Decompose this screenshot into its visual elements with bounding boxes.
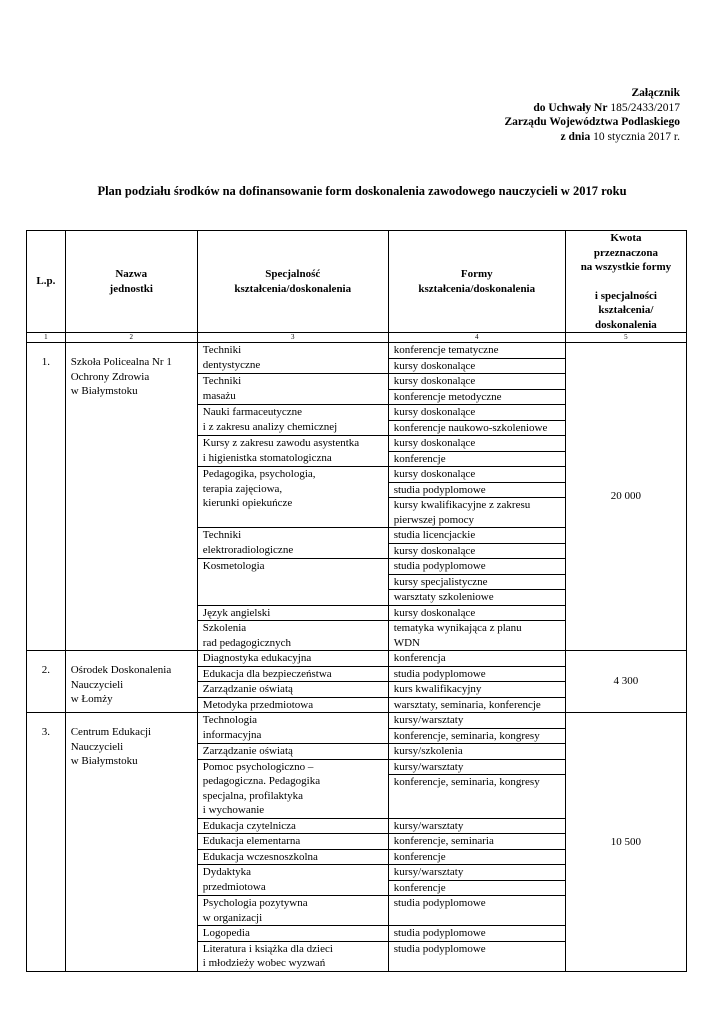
amount-cell: 20 000 [565,343,686,651]
forms-cell [388,849,565,865]
specialty-line: Edukacja wczesnoszkolna [202,850,318,863]
specialty-cell [197,528,388,559]
row-number: 2. [27,651,66,713]
specialty-line: Edukacja czytelnicza [202,819,296,832]
form-item: kursy doskonalące [393,606,476,619]
table-row [27,651,687,667]
resolution-date: 10 stycznia 2017 r. [590,130,680,143]
forms-cell [388,682,565,698]
specialty-cell [197,697,388,713]
unit-name-line: w Łomży [70,693,113,705]
column-number: 3 [197,333,388,343]
form-item: kursy doskonalące [389,374,565,390]
unit-name [65,713,197,972]
specialty-cell [197,744,388,760]
forms-cell [388,666,565,682]
specialty-line: terapia zajęciowa, [202,482,283,495]
col-header-spec [197,231,388,333]
forms-cell [388,405,565,436]
specialty-line: Zarządzanie oświatą [202,683,293,695]
form-item: kursy/warsztaty [389,865,565,881]
form-item: kursy kwalifikacyjne z zakresu pierwszej pomocy [393,499,531,526]
unit-name-line: Szkoła Policealna Nr 1 [70,356,172,368]
specialty-line: Edukacja elementarna [202,835,301,847]
specialty-cell [197,666,388,682]
column-number: 1 [27,333,66,343]
specialty-line: Nauki farmaceutyczne [202,406,303,418]
specialty-line: Psychologia pozytywna [202,897,308,909]
form-item: studia podyplomowe [389,559,565,575]
form-item: warsztaty szkoleniowe [393,591,494,603]
specialty-cell [197,926,388,942]
unit-name [65,343,197,651]
specialty-cell [197,405,388,436]
resolution-number: 185/2433/2017 [607,101,680,114]
form-item: studia podyplomowe [393,897,486,909]
specialty-line: przedmiotowa [202,880,266,893]
forms-cell [388,941,565,971]
table-header-row [27,231,687,333]
specialty-line: Logopedia [202,927,250,939]
table-row [27,343,687,374]
form-item: studia podyplomowe [389,483,565,499]
col-header-forms-line: Formy [460,268,493,280]
specialty-line: Diagnostyka edukacyjna [202,652,312,664]
form-item: konferencje, seminaria [393,835,494,847]
resolution-label: do Uchwały Nr [533,101,608,114]
specialty-cell [197,865,388,896]
specialty-line: Szkolenia [202,622,247,634]
table-body [27,343,687,972]
form-item: konferencje tematyczne [389,343,565,359]
col-header-lp: L.p. [27,231,66,333]
document-title: Plan podziału środków na dofinansowanie form doskonalenia zawodowego nauczycieli w 2017 roku [97,184,627,198]
specialty-cell [197,941,388,971]
forms-cell [388,651,565,667]
form-item: konferencje, seminaria, kongresy [393,776,540,788]
specialty-line: pedagogiczna. Pedagogika [202,775,321,787]
row-number: 3. [27,713,66,972]
form-item: kursy doskonalące [393,359,476,372]
forms-cell [388,713,565,744]
forms-cell [388,343,565,374]
specialty-cell [197,559,388,606]
col-header-amount-line: na wszystkie formy [580,261,672,273]
specialty-line: w organizacji [202,911,263,924]
form-item: konferencje [393,452,446,465]
col-header-amount-line: przeznaczona [593,246,658,259]
specialty-cell [197,621,388,651]
col-header-amount-line: kształcenia/ [598,304,654,316]
form-item: kursy specjalistyczne [389,575,565,591]
specialty-cell [197,605,388,621]
unit-name-line: Nauczycieli [70,740,124,753]
specialty-line: Techniki [202,375,242,387]
form-item: warsztaty, seminaria, konferencje [393,698,541,711]
attachment-label: Załącznik [631,87,680,99]
board-name: Zarządu Województwa Podlaskiego [504,116,680,128]
specialty-line: dentystyczne [202,358,261,371]
forms-cell [388,528,565,559]
specialty-line: Techniki [202,529,242,541]
form-item: kursy doskonalące [393,544,476,557]
table-row [27,713,687,744]
specialty-cell [197,374,388,405]
forms-cell [388,374,565,405]
col-header-name-line: jednostki [109,282,153,295]
specialty-line: i z zakresu analizy chemicznej [202,420,338,433]
specialty-line: Pomoc psychologiczno – [202,760,314,773]
col-header-name [65,231,197,333]
form-item: kurs kwalifikacyjny [393,683,482,695]
col-header-name-line: Nazwa [115,268,148,280]
specialty-line: i młodzieży wobec wyzwań [202,957,326,969]
col-header-forms [388,231,565,333]
form-item: konferencje naukowo-szkoleniowe [393,421,548,434]
date-label: z dnia [560,130,591,143]
specialty-cell [197,436,388,467]
row-number: 1. [27,343,66,651]
col-header-amount [565,231,686,333]
amount-cell: 4 300 [565,651,686,713]
form-item: tematyka wynikająca z planu WDN [393,622,522,649]
form-item: studia podyplomowe [393,667,486,680]
form-item: kursy/warsztaty [393,819,464,832]
forms-cell [388,759,565,818]
unit-name-line: Ochrony Zdrowia [70,370,150,383]
form-item: konferencje, seminaria, kongresy [393,729,540,742]
specialty-line: i wychowanie [202,804,265,816]
forms-cell [388,621,565,651]
specialty-line: Technologia [202,714,258,726]
specialty-cell [197,896,388,926]
specialty-line: Literatura i książka dla dzieci [202,942,333,955]
forms-cell [388,697,565,713]
specialty-line: masażu [202,389,236,402]
unit-name-line: Centrum Edukacji [70,726,152,738]
forms-cell [388,605,565,621]
specialty-cell [197,651,388,667]
col-header-spec-line: Specjalność [265,268,321,280]
specialty-cell [197,682,388,698]
col-header-amount-line: Kwota [610,232,642,244]
form-item: konferencje [393,850,446,863]
specialty-line: Kursy z zakresu zawodu asystentka [202,437,360,449]
forms-cell [388,744,565,760]
form-item: konferencje [393,881,446,894]
forms-cell [388,467,565,528]
form-item: studia licencjackie [389,528,565,544]
form-item: kursy/szkolenia [393,745,463,757]
form-item: kursy doskonalące [389,467,565,483]
specialty-line: elektroradiologiczne [202,543,294,556]
specialty-cell [197,713,388,744]
specialty-line: Metodyka przedmiotowa [202,698,314,711]
column-number: 5 [565,333,686,343]
col-header-amount-line: i specjalności [594,289,657,302]
specialty-line: rad pedagogicznych [202,636,292,649]
specialty-line: Edukacja dla bezpieczeństwa [202,667,332,680]
forms-cell [388,926,565,942]
specialty-line: kierunki opiekuńcze [202,497,293,509]
unit-name-line: w Białymstoku [70,755,138,767]
form-item: studia podyplomowe [393,927,486,939]
specialty-line: Pedagogika, psychologia, [202,468,316,480]
unit-name-line: Nauczycieli [70,678,124,691]
specialty-line: Dydaktyka [202,866,252,878]
allocation-table [26,230,687,972]
specialty-cell [197,343,388,374]
form-item: konferencja [393,652,446,664]
form-item: kursy/warsztaty [389,713,565,729]
specialty-cell [197,759,388,818]
col-header-forms-line: kształcenia/doskonalenia [418,282,536,295]
col-header-spec-line: kształcenia/doskonalenia [234,282,352,295]
specialty-cell [197,834,388,850]
forms-cell [388,834,565,850]
column-number: 2 [65,333,197,343]
specialty-line: Zarządzanie oświatą [202,745,293,757]
specialty-line: specjalna, profilaktyka [202,789,303,802]
forms-cell [388,436,565,467]
forms-cell [388,559,565,606]
forms-cell [388,865,565,896]
column-number: 4 [388,333,565,343]
specialty-line: i higienistka stomatologiczna [202,451,332,464]
specialty-line: Kosmetologia [202,560,265,572]
unit-name-line: w Białymstoku [70,385,138,397]
unit-name-line: Ośrodek Doskonalenia [70,664,172,676]
amount-cell: 10 500 [565,713,686,972]
col-header-amount-line: doskonalenia [595,318,657,331]
specialty-line: informacyjna [202,728,262,741]
form-item: kursy doskonalące [389,436,565,452]
forms-cell [388,818,565,834]
form-item: konferencje metodyczne [393,390,502,403]
specialty-cell [197,467,388,528]
specialty-line: Język angielski [202,606,271,619]
forms-cell [388,896,565,926]
form-item: studia podyplomowe [393,942,486,955]
column-number-row [27,333,687,343]
specialty-cell [197,849,388,865]
attachment-header [505,86,681,144]
form-item: kursy/warsztaty [389,760,565,776]
unit-name [65,651,197,713]
form-item: kursy doskonalące [389,405,565,421]
specialty-line: Techniki [202,344,242,356]
specialty-cell [197,818,388,834]
